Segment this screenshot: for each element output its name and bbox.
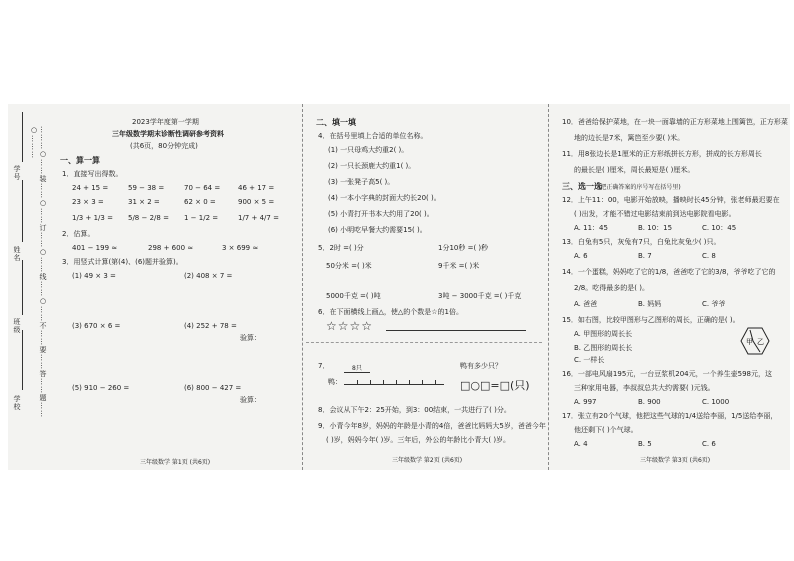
vertical-6: (6) 800 − 427 = (184, 384, 242, 392)
q7-chicken-count: 8只 (352, 365, 362, 372)
q7-tick (396, 380, 397, 385)
oral-2-3: 1/7 + 4/7 = (238, 214, 279, 222)
p1-header-title: 三年级数学期末诊断性调研参考资料 (112, 130, 224, 138)
oral-1-0: 23 × 3 = (72, 198, 104, 206)
q5-1-0: 50分米 =( )米 (326, 262, 372, 270)
oral-1-1: 31 × 2 = (128, 198, 160, 206)
p2-q7-number: 7． (318, 362, 330, 370)
q12-opt-c: C. 10：45 (702, 224, 737, 232)
q13-opt-b: B. 7 (638, 252, 652, 260)
estimate-0: 401 − 199 ≈ (72, 244, 118, 252)
p3-q10-line2: 地的边长是7米，篱笆至少要( )米。 (574, 134, 685, 142)
oral-1-2: 62 × 0 = (184, 198, 216, 206)
p1-q3: 3．用竖式计算(第(4)、(6)题并验算)。 (62, 258, 183, 266)
vertical-2: (2) 408 × 7 = (184, 272, 233, 280)
p2-q8: 8．会议从下午2：25开始，到3：00结束，一共进行了( )分。 (318, 406, 511, 414)
p1-section-calc: 一、算一算 (60, 156, 100, 165)
oral-0-1: 59 − 38 = (128, 184, 165, 192)
q12-opt-a: A. 11：45 (574, 224, 608, 232)
q7-chicken-bar (344, 372, 370, 373)
p3-q17-line1: 17．张立有20个气球，他把这些气球的1/4送给李丽，1/5送给李丽， (562, 412, 778, 420)
p3-q14-line1: 14．一个蛋糕，妈妈吃了它的1/8，爸爸吃了它的3/8，爷爷吃了它的 (562, 268, 776, 276)
check-label-4: 验算： (240, 334, 261, 342)
q4-item-4: (4) 一本小字典的封面大约长20( )。 (328, 194, 441, 202)
estimate-2: 3 × 699 ≈ (222, 244, 259, 252)
oral-2-0: 1/3 + 1/3 = (72, 214, 113, 222)
p2-section-rule (306, 342, 542, 343)
sidebar-student-no-label: 学号 (13, 165, 21, 181)
p2-footer: 三年级数学 第2页 (共6页) (392, 457, 463, 464)
sidebar-class-label: 班级 (13, 318, 21, 334)
p3-q12-line2: ( )出发，才能不错过电影结束前到达电影院看电影。 (574, 210, 736, 218)
page-divider-2 (548, 104, 549, 470)
q15-opt-b: B. 乙图形的周长长 (574, 344, 633, 352)
q4-item-6: (6) 小明吃早餐大约需要15( )。 (328, 226, 427, 234)
q12-opt-b: B. 10：15 (638, 224, 673, 232)
sidebar-name-label: 姓名 (13, 246, 21, 262)
q5-1-1: 9千米 =( )米 (438, 262, 480, 270)
p3-q11-line2: 的最长是( )厘米，周长最短是( )厘米。 (574, 166, 695, 174)
p1-header-note: (共6页，80分钟完成) (130, 142, 198, 150)
p2-section-fill: 二、填一填 (316, 118, 356, 127)
q7-tick (409, 380, 410, 385)
q5-2-1: 3吨 − 3000千克 =( )千克 (438, 292, 522, 300)
p2-q4: 4．在括号里填上合适的单位名称。 (318, 132, 428, 140)
hex-label-yi: 乙 (757, 338, 764, 346)
q17-opt-a: A. 4 (574, 440, 588, 448)
sidebar-student-no-line (22, 112, 23, 162)
q7-duck-bar (344, 384, 444, 385)
oral-0-2: 70 − 64 = (184, 184, 221, 192)
sidebar-school-label: 学校 (13, 395, 21, 411)
q7-duck-label: 鸭： (328, 378, 342, 386)
oral-2-1: 5/8 − 2/8 = (128, 214, 169, 222)
q13-opt-a: A. 6 (574, 252, 588, 260)
q14-opt-a: A. 爸爸 (574, 300, 598, 308)
p3-q12-line1: 12．上午11：00，电影开始放映，播映时长45分钟，张老师最迟要在 (562, 196, 780, 204)
p3-q13: 13．白兔有5只，灰兔有7只，白兔比灰兔少( )只。 (562, 238, 721, 246)
q4-item-2: (2) 一只长颈鹿大约重1( )。 (328, 162, 416, 170)
q7-formula: □○□=□(只) (460, 379, 530, 392)
p3-q14-line2: 2/8。吃得最多的是( )。 (574, 284, 649, 292)
q7-question: 鸭有多少只？ (460, 362, 502, 370)
sidebar-name-line (22, 180, 23, 242)
q15-opt-a: A. 甲图形的周长长 (574, 330, 633, 338)
p1-q2: 2．估算。 (62, 230, 95, 238)
q14-opt-c: C. 爷爷 (702, 300, 726, 308)
q16-opt-c: C. 1000 (702, 398, 730, 406)
p3-q11-line1: 11．用8张边长是1厘米的正方形纸拼长方形，拼成的长方形周长 (562, 150, 762, 158)
q5-0-0: 5．2时 =( )分 (318, 244, 364, 252)
vertical-3: (3) 670 × 6 = (72, 322, 121, 330)
p3-q16-line2: 三种家用电器，李叔叔总共大约需要( )元钱。 (574, 384, 715, 392)
q16-opt-a: A. 997 (574, 398, 597, 406)
oral-0-3: 46 + 17 = (238, 184, 275, 192)
oral-1-3: 900 × 5 = (238, 198, 275, 206)
p3-section-note: (把正确答案的序号写在括号里) (598, 184, 681, 191)
q6-stars: ☆☆☆☆ (326, 319, 374, 333)
oral-0-0: 24 + 15 = (72, 184, 109, 192)
q7-tick (435, 380, 436, 385)
p3-section-choose: 三、选一选 (562, 182, 602, 191)
p2-q9-line2: ( )岁，妈妈今年( )岁。三年后，外公的年龄比小青大( )岁。 (326, 436, 511, 444)
p2-q6: 6．在下面横线上画△，使△的个数是☆的1倍。 (318, 308, 463, 316)
page-divider-1 (302, 104, 303, 470)
q5-2-0: 5000千克 =( )吨 (326, 292, 381, 300)
sidebar-class-line (22, 260, 23, 315)
hex-label-jia: 甲 (746, 338, 753, 346)
q17-opt-b: B. 5 (638, 440, 652, 448)
vertical-4: (4) 252 + 78 = (184, 322, 237, 330)
q17-opt-c: C. 6 (702, 440, 716, 448)
q4-item-1: (1) 一只母鸡大约重2( )。 (328, 146, 409, 154)
p1-footer: 三年级数学 第1页 (共6页) (140, 459, 211, 466)
sidebar-school-line (22, 330, 23, 390)
q16-opt-b: B. 900 (638, 398, 661, 406)
p1-q1: 1．直接写出得数。 (62, 170, 123, 178)
q7-tick (422, 380, 423, 385)
p3-q15: 15．如右图，比较甲图形与乙图形的周长，正确的是( )。 (562, 316, 740, 324)
q7-tick (383, 380, 384, 385)
q4-item-3: (3) 一张凳子高5( )。 (328, 178, 395, 186)
vertical-5: (5) 910 − 260 = (72, 384, 130, 392)
q7-tick (357, 380, 358, 385)
q14-opt-b: B. 妈妈 (638, 300, 662, 308)
q4-item-5: (5) 小青打开书本大约用了20( )。 (328, 210, 434, 218)
p1-header-term: 2023学年度第一学期 (132, 118, 199, 126)
oral-2-2: 1 − 1/2 = (184, 214, 219, 222)
p3-q10-line1: 10．爸爸给保护菜地，在一块一面靠墙的正方形菜地上围篱笆，正方形菜 (562, 118, 788, 126)
p3-footer: 三年级数学 第3页 (共6页) (640, 457, 711, 464)
sidebar-binding-notice: ………○……装……○……订……○……线……○……不……要……答……题……○……… (30, 126, 47, 418)
q15-hexagon-figure (740, 326, 770, 356)
q7-tick (370, 380, 371, 385)
p3-q17-line2: 他还剩下( )个气球。 (574, 426, 638, 434)
check-label-6: 验算： (240, 396, 261, 404)
q13-opt-c: C. 8 (702, 252, 716, 260)
q15-opt-c: C. 一样长 (574, 356, 605, 364)
p2-q9-line1: 9．小青今年8岁，妈妈的年龄是小青的4倍，爸爸比妈妈大5岁，爸爸今年 (318, 422, 546, 430)
q5-0-1: 1分10秒 =( )秒 (438, 244, 489, 252)
p3-q16-line1: 16．一部电风扇195元，一台豆浆机204元，一个养生壶598元，这 (562, 370, 772, 378)
estimate-1: 298 + 600 ≈ (148, 244, 194, 252)
vertical-1: (1) 49 × 3 = (72, 272, 116, 280)
q6-answer-line (386, 330, 526, 331)
